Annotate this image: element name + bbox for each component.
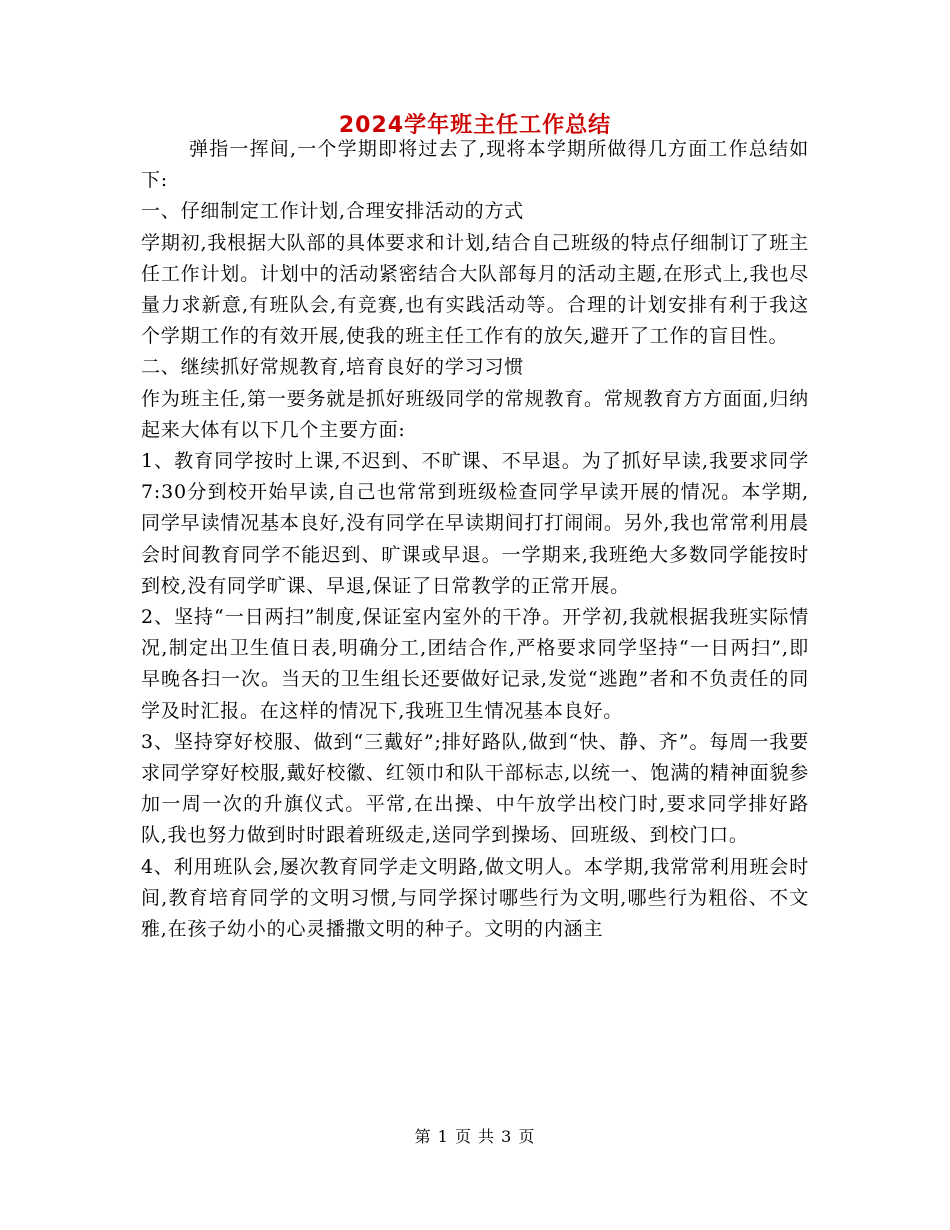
list-item-3: 3、坚持穿好校服、做到“三戴好”;排好路队,做到“快、静、齐”。每周一我要求同学穿好校服,戴好校徽、红领巾和队干部标志,以统一、饱满的精神面貌参加一周一次的升旗仪式。平常,在出操、中午放学出校门时,要求同学排好路队,我也努力做到时时跟着班级走,送同学到操场、回班级、到校门口。	[141, 730, 809, 847]
list-item-2: 2、坚持“一日两扫”制度,保证室内室外的干净。开学初,我就根据我班实际情况,制定出卫生值日表,明确分工,团结合作,严格要求同学坚持“一日两扫”,即早晚各扫一次。当天的卫生组长还要做好记录,发觉“逃跑”者和不负责任的同学及时汇报。在这样的情况下,我班卫生情况基本良好。	[141, 606, 809, 722]
section-2-paragraph: 作为班主任,第一要务就是抓好班级同学的常规教育。常规教育方方面面,归纳起来大体有以下几个主要方面:	[141, 387, 809, 441]
list-item-1: 1、教育同学按时上课,不迟到、不旷课、不早退。为了抓好早读,我要求同学7:30分到校开始早读,自己也常常到班级检查同学早读开展的情况。本学期,同学早读情况基本良好,没有同学在早读期间打打闹闹。另外,我也常常利用晨会时间教育同学不能迟到、旷课或早退。一学期来,我班绝大多数同学能按时到校,没有同学旷课、早退,保证了日常教学的正常开展。	[141, 450, 809, 597]
intro-paragraph: 弹指一挥间,一个学期即将过去了,现将本学期所做得几方面工作总结如下:	[141, 138, 809, 192]
page-footer	[0, 1125, 950, 1149]
document-body	[141, 134, 809, 945]
section-heading-1: 一、仔细制定工作计划,合理安排活动的方式	[141, 200, 525, 223]
page-number-label: 第 1 页 共 3 页	[414, 1127, 536, 1146]
section-1-paragraph: 学期初,我根据大队部的具体要求和计划,结合自己班级的特点仔细制订了班主任工作计划。计划中的活动紧密结合大队部每月的活动主题,在形式上,我也尽量力求新意,有班队会,有竞赛,也有实践活动等。合理的计划安排有利于我这个学期工作的有效开展,使我的班主任工作有的放矢,避开了工作的盲目性。	[141, 231, 809, 348]
document-title: 2024学年班主任工作总结	[338, 113, 612, 138]
section-heading-2: 二、继续抓好常规教育,培育良好的学习习惯	[141, 356, 525, 379]
list-item-4: 4、利用班队会,屡次教育同学走文明路,做文明人。本学期,我常常利用班会时间,教育培育同学的文明习惯,与同学探讨哪些行为文明,哪些行为粗俗、不文雅,在孩子幼小的心灵播撒文明的种子。文明的内涵主	[141, 855, 809, 941]
